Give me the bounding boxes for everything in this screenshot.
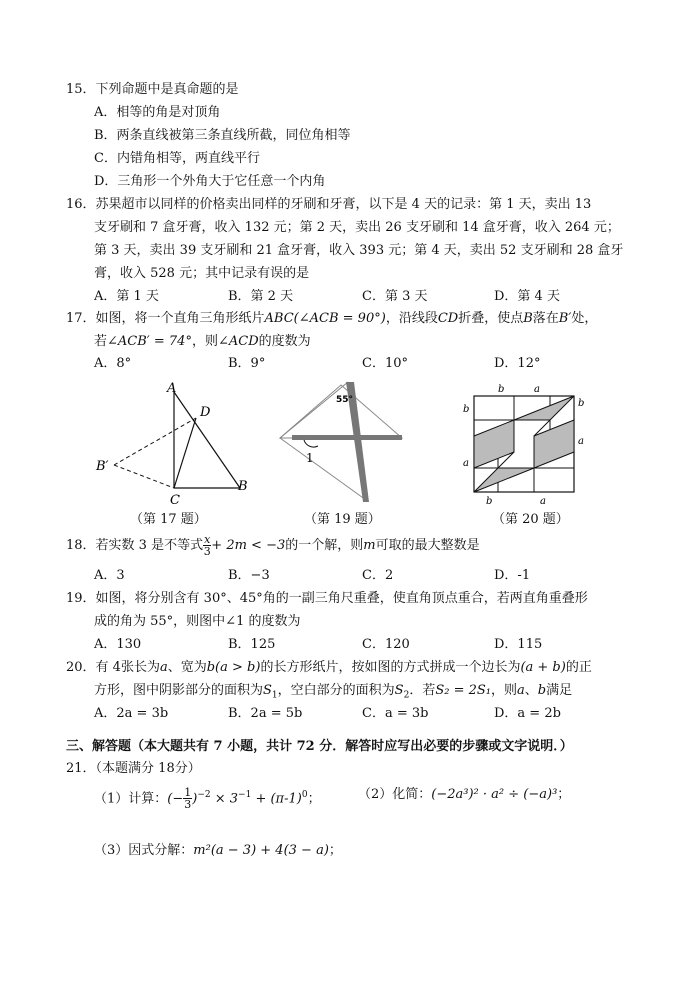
figure-20 xyxy=(458,380,593,505)
fig20-label-bottom-b: b xyxy=(486,496,493,505)
fig20-label-left-b: b xyxy=(463,404,470,415)
q20-option-b: B．2a = 5b xyxy=(228,706,303,721)
fig20-label-top-b: b xyxy=(498,384,505,395)
q17-option-a: A．8° xyxy=(94,356,132,371)
q18-option-a: A．3 xyxy=(94,568,125,583)
fig19-caption: （第 19 题） xyxy=(304,512,381,527)
q18-option-b: B．−3 xyxy=(228,568,270,583)
fig20-label-right-b: b xyxy=(578,398,585,409)
q20-option-a: A．2a = 3b xyxy=(94,706,169,721)
q19-option-b: B．125 xyxy=(228,637,276,652)
fig17-label-b: B xyxy=(238,479,248,494)
fig20-caption: （第 20 题） xyxy=(492,512,569,527)
figure-19 xyxy=(262,380,412,505)
q18-option-d: D．-1 xyxy=(494,568,531,583)
q20-line-2: 方形，图中阴影部分的面积为$S_1$，空白部分的面积为$S_2$．若S₂ = 2S₁，则a、b满足 xyxy=(94,683,573,701)
fig17-label-d: D xyxy=(200,405,211,420)
q15-option-b: B．两条直线被第三条直线所截，同位角相等 xyxy=(94,128,351,143)
q16-line-3: 第 3 天，卖出 39 支牙刷和 21 盒牙膏，收入 393 元；第 4 天，卖出 52 支牙刷和 28 盒牙 xyxy=(94,243,624,258)
fig20-label-bottom-a: a xyxy=(540,496,546,505)
q21-stem: 21．（本题满分 18分） xyxy=(66,761,201,776)
q16-option-a: A．第 1 天 xyxy=(94,289,159,304)
fig17-label-a: A xyxy=(167,381,177,396)
q20-option-c: C．a = 3b xyxy=(362,706,429,721)
fig20-label-right-a: a xyxy=(578,436,584,447)
figure-17 xyxy=(92,380,262,505)
fig20-label-top-a: a xyxy=(534,384,540,395)
q19-option-a: A．130 xyxy=(94,637,142,652)
q21-part-2: （2）化简：(−2a³)² · a² ÷ (−a)³； xyxy=(358,787,571,802)
q21-part-3: （3）因式分解：m²(a − 3) + 4(3 − a)； xyxy=(94,843,342,858)
fig17-label-c: C xyxy=(170,493,180,505)
q17-line-1: 17．如图，将一个直角三角形纸片ABC(∠ACB = 90°)，沿线段CD折叠，使点B落在B′处， xyxy=(66,311,598,326)
q16-line-4: 膏，收入 528 元；其中记录有误的是 xyxy=(94,266,310,281)
q17-line-2: 若∠ACB′ = 74°，则∠ACD的度数为 xyxy=(94,334,311,349)
q19-line-2: 成的角为 55°，则图中∠1 的度数为 xyxy=(94,614,301,629)
q15-stem: 15．下列命题中是真命题的是 xyxy=(66,82,239,97)
q16-option-d: D．第 4 天 xyxy=(494,289,560,304)
q20-line-1: 20．有 4张长为a、宽为b(a > b)的长方形纸片，按如图的方式拼成一个边长为(a + b)的正 xyxy=(66,660,592,675)
q16-option-b: B．第 2 天 xyxy=(228,289,294,304)
fig20-label-left-a: a xyxy=(463,458,469,469)
q21-part-1: （1）计算：(− $\frac{1}{3}$ )$^{-2} \times 3^{-1} + (\pi-1)^0$； xyxy=(94,786,321,812)
fig17-label-bprime: B′ xyxy=(96,459,109,474)
fig19-label-1: 1 xyxy=(306,451,314,465)
q16-option-c: C．第 3 天 xyxy=(362,289,428,304)
q19-option-d: D．115 xyxy=(494,637,543,652)
q15-option-c: C．内错角相等，两直线平行 xyxy=(94,151,260,166)
q18-stem: 18．若实数 3 是不等式 $\frac{x}{3}$ + 2m < −3的一个解，则m可取的最大整数是 xyxy=(66,533,480,558)
q19-line-1: 19．如图，将分别含有 30°、45°角的一副三角尺重叠，使直角顶点重合，若两直角重叠形 xyxy=(66,591,588,606)
q16-line-2: 支牙刷和 7 盒牙膏，收入 132 元；第 2 天，卖出 26 支牙刷和 14 盒牙膏，收入 264 元； xyxy=(94,220,620,235)
q20-option-d: D．a = 2b xyxy=(494,706,561,721)
q17-option-b: B．9° xyxy=(228,356,266,371)
q15-option-d: D．三角形一个外角大于它任意一个内角 xyxy=(94,174,326,189)
q19-option-c: C．120 xyxy=(362,637,410,652)
section-3-title: 三、解答题（本大题共有 7 小题，共计 72 分．解答时应写出必要的步骤或文字说明．） xyxy=(66,739,573,754)
q16-line-1: 16．苏果超市以同样的价格卖出同样的牙刷和牙膏，以下是 4 天的记录：第 1 天，卖出 13 xyxy=(66,197,592,212)
fig17-caption: （第 17 题） xyxy=(130,512,207,527)
q15-option-a: A．相等的角是对顶角 xyxy=(94,105,221,120)
q17-option-d: D．12° xyxy=(494,356,541,371)
fig19-label-55: 55° xyxy=(336,395,354,405)
q18-option-c: C．2 xyxy=(362,568,394,583)
q17-option-c: C．10° xyxy=(362,356,408,371)
